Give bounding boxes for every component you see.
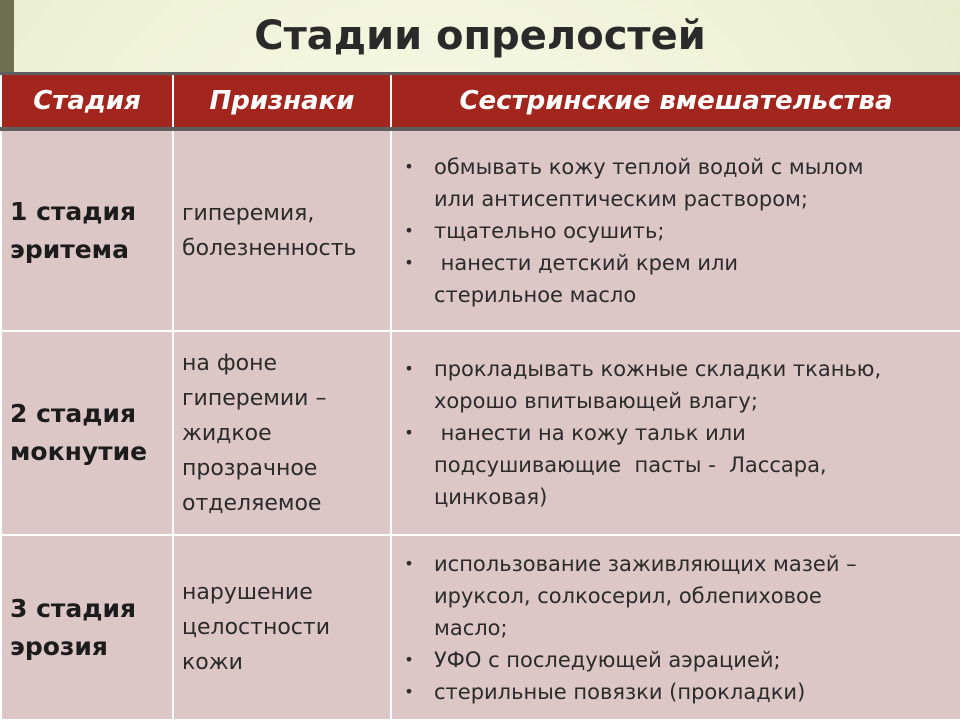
intervention-line: масло; [434, 615, 508, 640]
signs-cell [173, 535, 391, 720]
signs-line: на фоне [182, 350, 278, 376]
intervention-line: тщательно осушить; [434, 218, 665, 243]
stages-table-container [0, 72, 960, 720]
stage-name: эрозия [10, 631, 108, 661]
intervention-line: или антисептическим раствором; [434, 186, 808, 211]
list-item [398, 417, 958, 513]
signs-line: гиперемии – [182, 385, 327, 411]
stage-number: 2 стадия [10, 399, 137, 428]
intervention-line: УФО с последующей аэрацией; [434, 647, 781, 672]
interventions-list [398, 548, 958, 708]
signs-line: отделяемое [182, 490, 322, 516]
table-row [1, 331, 960, 535]
bullet-dot-icon: • [404, 220, 414, 240]
interventions-list [398, 353, 958, 513]
intervention-line: стерильное масло [434, 282, 637, 307]
list-item [398, 151, 958, 215]
stage-name: эритема [10, 234, 129, 264]
bullet-dot-icon: • [404, 359, 414, 378]
stage-cell [1, 331, 173, 535]
table-header-row [1, 74, 960, 130]
header-stage: Стадия [1, 74, 173, 130]
intervention-line: стерильные повязки (прокладки) [434, 679, 806, 704]
header-signs: Признаки [173, 74, 391, 130]
list-item [398, 247, 958, 311]
intervention-line: использование заживляющих мазей – [434, 551, 857, 576]
intervention-line: прокладывать кожные складки тканью, [434, 357, 882, 381]
table-row [1, 535, 960, 720]
list-item [398, 548, 958, 644]
intervention-line: подсушивающие пасты - Лассара, [434, 453, 827, 477]
intervention-line: хорошо впитывающей влагу; [434, 389, 758, 413]
header-nursing-interventions: Сестринские вмешательства [391, 74, 960, 130]
slide-title: Стадии опрелостей [254, 13, 706, 59]
signs-line: прозрачное [182, 455, 318, 481]
stages-table [0, 72, 960, 721]
intervention-line: нанести на кожу тальк или [434, 421, 746, 445]
stage-name: мокнутие [10, 437, 148, 466]
signs-line: гиперемия, [182, 200, 315, 226]
intervention-line: нанести детский крем или [434, 250, 739, 275]
signs-line: жидкое [182, 420, 272, 446]
interventions-cell [391, 129, 960, 331]
bullet-dot-icon: • [404, 252, 414, 272]
signs-line: нарушение [182, 580, 313, 605]
signs-cell [173, 129, 391, 331]
table-row [1, 129, 960, 331]
stage-cell [1, 535, 173, 720]
signs-cell [173, 331, 391, 535]
intervention-line: обмывать кожу теплой водой с мылом [434, 154, 864, 179]
bullet-dot-icon: • [404, 681, 414, 701]
list-item [398, 644, 958, 676]
interventions-cell [391, 535, 960, 720]
interventions-list [398, 151, 958, 311]
stage-number: 1 стадия [10, 196, 137, 226]
intervention-line: ируксол, солкосерил, облепиховое [434, 583, 822, 608]
stage-cell [1, 129, 173, 331]
signs-line: болезненность [182, 235, 357, 261]
bullet-dot-icon: • [404, 649, 414, 669]
intervention-line: цинковая) [434, 485, 548, 509]
list-item [398, 215, 958, 247]
signs-line: целостности [182, 615, 330, 640]
list-item [398, 676, 958, 708]
bullet-dot-icon: • [404, 423, 414, 442]
interventions-cell [391, 331, 960, 535]
bullet-dot-icon: • [404, 553, 414, 573]
bullet-dot-icon: • [404, 156, 414, 176]
signs-line: кожи [182, 650, 243, 675]
list-item [398, 353, 958, 417]
stage-number: 3 стадия [10, 593, 137, 623]
